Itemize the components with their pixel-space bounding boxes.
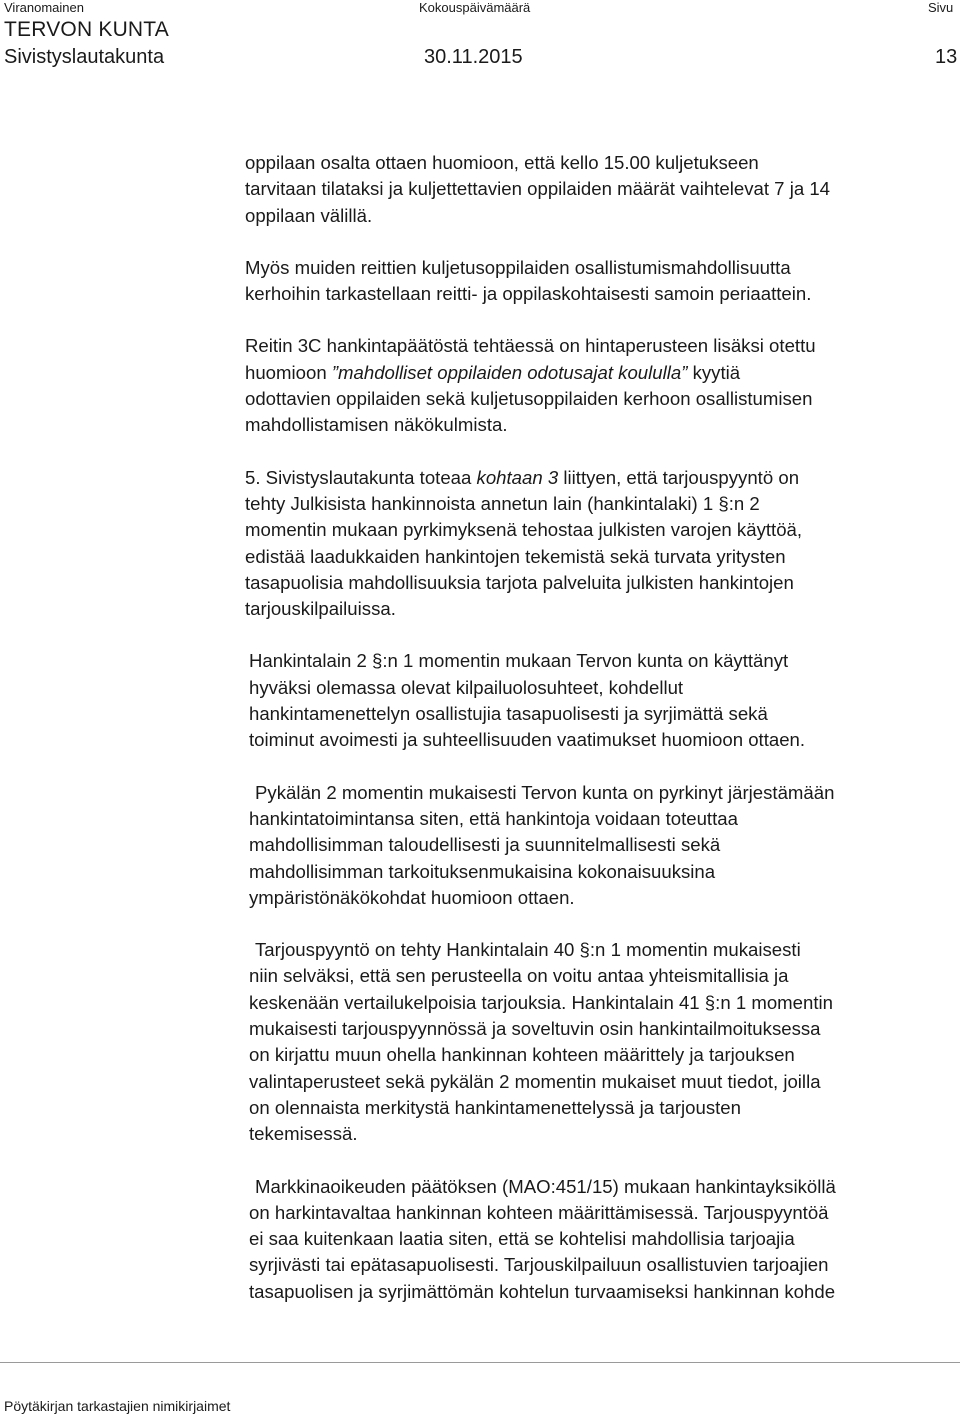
- header-label-authority: Viranomainen: [4, 0, 84, 15]
- text-line: oppilaan välillä.: [245, 204, 373, 226]
- text-line: tasapuolisia mahdollisuuksia tarjota palveluita julkisten hankintojen: [245, 571, 794, 593]
- text-line: on olennaista merkitystä hankintamenettelyssä ja tarjousten: [249, 1096, 741, 1118]
- text-line: Hankintalain 2 §:n 1 momentin mukaan Tervon kunta on käyttänyt: [249, 650, 789, 672]
- emphasized-text: kohtaan 3: [476, 466, 559, 488]
- text-line: edistää laadukkaiden hankintojen tekemistä sekä turvata yritysten: [245, 545, 786, 567]
- text-line: tekemisessä.: [249, 1123, 358, 1145]
- paragraph-4: [245, 465, 960, 623]
- text-line: toiminut avoimesti ja suhteellisuuden vaatimukset huomioon ottaen.: [249, 729, 806, 751]
- paragraph-7: [245, 937, 960, 1147]
- text-line: hankintatoimintansa siten, että hankintoja voidaan toteuttaa: [249, 807, 738, 829]
- text-line: syrjivästi tai epätasapuolisesti. Tarjouskilpailuun osallistuvien tarjoajien: [249, 1254, 829, 1276]
- organization-unit: Sivistyslautakunta: [4, 46, 165, 68]
- text-line: oppilaan osalta ottaen huomioon, että kello 15.00 kuljetukseen: [245, 152, 759, 173]
- text-line: Tarjouspyyntö on tehty Hankintalain 40 §:n 1 momentin mukaisesti: [255, 939, 801, 961]
- text-line: keskenään vertailukelpoisia tarjouksia. Hankintalain 41 §:n 1 momentin: [249, 991, 833, 1013]
- text-run: kyytiä: [687, 361, 741, 383]
- text-line: tarvitaan tilataksi ja kuljettettavien oppilaiden määrät vaihtelevat 7 ja 14: [245, 178, 831, 200]
- text-line: hankintamenettelyn osallistujia tasapuolisesti ja syrjimättä sekä: [249, 703, 768, 725]
- text-line: Reitin 3C hankintapäätöstä tehtäessä on hintaperusteen lisäksi otettu: [245, 335, 816, 357]
- text-line: ei saa kuitenkaan laatia siten, että se kohtelisi mahdollisia tarjoajia: [249, 1228, 795, 1250]
- text-line: kerhoihin tarkastellaan reitti- ja oppilaskohtaisesti samoin periaattein.: [245, 283, 812, 305]
- text-line: [245, 465, 960, 491]
- text-line: tehty Julkisista hankinnoista annetun lain (hankintalaki) 1 §:n 2: [245, 492, 760, 514]
- text-line: Myös muiden reittien kuljetusoppilaiden osallistumismahdollisuutta: [245, 256, 791, 278]
- meeting-date: 30.11.2015: [424, 46, 523, 68]
- header-label-meeting-date: Kokouspäivämäärä: [419, 0, 531, 15]
- text-line: tasapuolisen ja syrjimättömän kohtelun turvaamiseksi hankinnan kohde: [249, 1280, 836, 1302]
- text-line: mukaisesti tarjouspyynnössä ja soveltuvin osin hankintailmoituksessa: [249, 1018, 821, 1040]
- paragraph-1: [245, 150, 960, 229]
- organization-name: TERVON KUNTA: [4, 18, 169, 41]
- text-line: mahdollisimman taloudellisesti ja suunnitelmallisesti sekä: [249, 834, 721, 856]
- text-line: niin selväksi, että sen perusteella on voitu antaa yhteismitallisia ja: [249, 965, 789, 987]
- text-line: ympäristönäkökohdat huomioon ottaen.: [249, 886, 575, 908]
- text-line: on harkintavaltaa hankinnan kohteen määrittämisessä. Tarjouspyyntöä: [249, 1201, 829, 1223]
- paragraph-3: [245, 333, 960, 438]
- page-number: 13: [935, 46, 958, 68]
- paragraph-8: [245, 1174, 960, 1305]
- text-line: mahdollisimman tarkoituksenmukaisina kokonaisuuksina: [249, 860, 716, 882]
- text-line: valintaperusteet sekä pykälän 2 momentin mukaiset muut tiedot, joilla: [249, 1070, 821, 1092]
- text-line: momentin mukaan pyrkimyksenä tehostaa julkisten varojen käyttöä,: [245, 519, 803, 541]
- text-line: [245, 360, 960, 386]
- text-line: mahdollistamisen näkökulmista.: [245, 414, 508, 436]
- paragraph-6: [245, 780, 960, 911]
- document-body: [245, 150, 960, 1332]
- paragraph-5: [245, 648, 960, 753]
- text-line: tarjouskilpailuissa.: [245, 598, 396, 620]
- text-run: huomioon: [245, 361, 332, 383]
- text-line: hyväksi olemassa olevat kilpailuolosuhteet, kohdellut: [249, 676, 684, 698]
- text-line: Markkinaoikeuden päätöksen (MAO:451/15) mukaan hankintayksiköllä: [255, 1175, 836, 1197]
- emphasized-text: ”mahdolliset oppilaiden odotusajat koululla”: [331, 361, 688, 383]
- paragraph-2: [245, 255, 960, 308]
- header-label-page: Sivu: [928, 0, 954, 15]
- text-run: liittyen, että tarjouspyyntö on: [558, 466, 800, 488]
- text-line: Pykälän 2 momentin mukaisesti Tervon kunta on pyrkinyt järjestämään: [255, 781, 835, 803]
- text-line: odottavien oppilaiden sekä kuljetusoppilaiden kerhoon osallistumisen: [245, 388, 813, 410]
- text-line: on kirjattu muun ohella hankinnan kohteen määrittely ja tarjouksen: [249, 1044, 795, 1066]
- footer-divider: [0, 1362, 960, 1363]
- text-run: 5. Sivistyslautakunta toteaa: [245, 466, 477, 488]
- footer-inspectors-initials-label: Pöytäkirjan tarkastajien nimikirjaimet: [4, 1398, 231, 1414]
